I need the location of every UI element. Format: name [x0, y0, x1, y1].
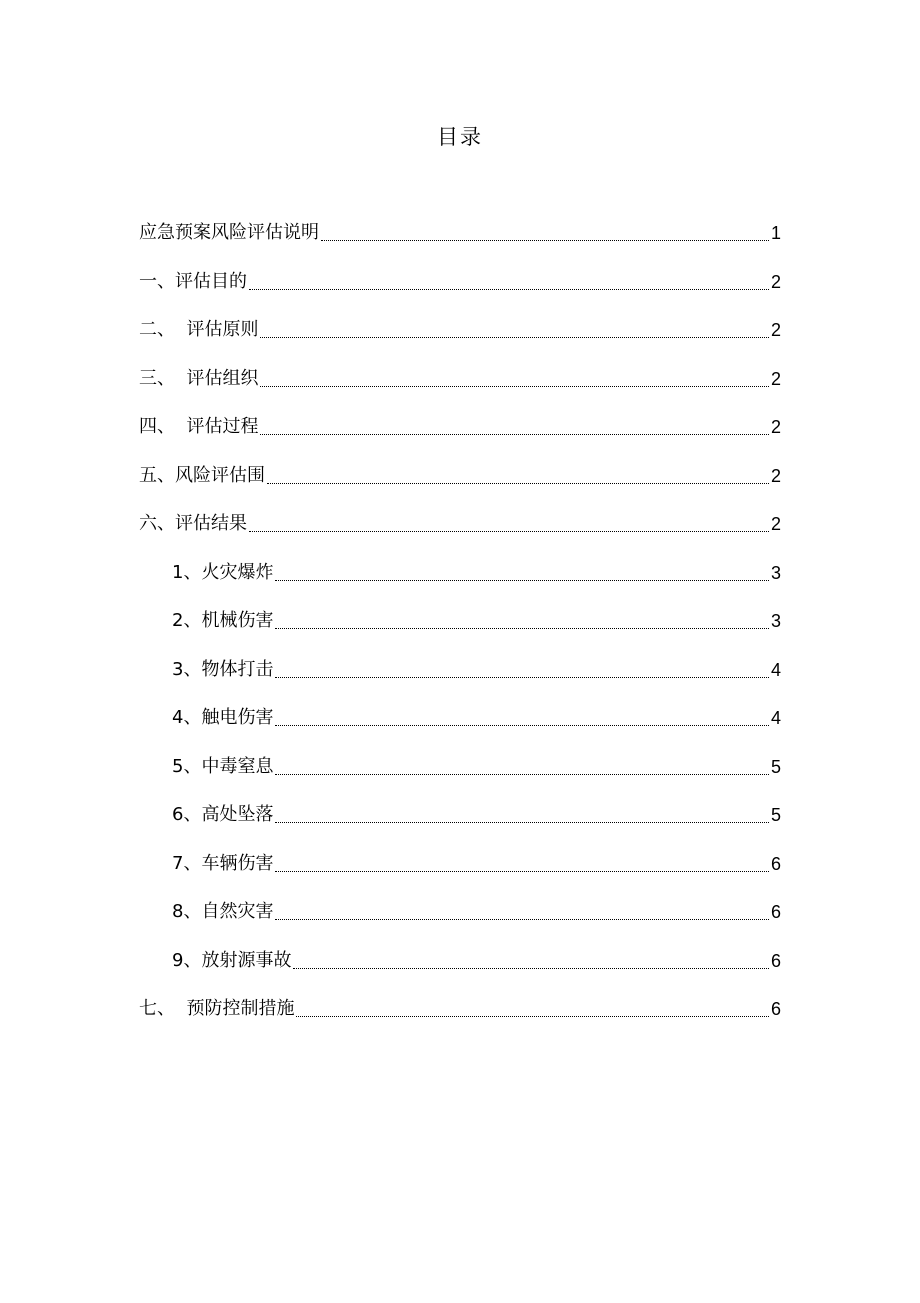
toc-entry[interactable] — [139, 461, 781, 491]
toc-page-number: 5 — [770, 756, 781, 777]
toc-dot-leader — [296, 1015, 769, 1017]
toc-page-number: 6 — [770, 853, 781, 874]
toc-entry-label: 1、火灾爆炸 — [172, 561, 274, 583]
toc-page-number: 6 — [770, 902, 781, 922]
toc-dot-leader — [275, 870, 769, 872]
toc-entry-label: 三、 评估组织 — [139, 367, 259, 389]
toc-entry[interactable] — [139, 509, 781, 539]
toc-page-number: 2 — [770, 514, 781, 534]
toc-dot-leader — [275, 821, 769, 823]
toc-dot-leader — [260, 385, 769, 387]
toc-dot-leader — [260, 336, 769, 338]
toc-entry-label: 四、 评估过程 — [139, 416, 259, 437]
toc-entry-label: 2、机械伤害 — [172, 610, 274, 631]
toc-page-number: 2 — [770, 465, 781, 486]
table-of-contents — [139, 218, 781, 1043]
toc-entry[interactable] — [139, 315, 781, 345]
toc-dot-leader — [275, 724, 769, 726]
toc-dot-leader — [275, 773, 769, 775]
toc-subentry[interactable] — [139, 703, 781, 733]
toc-entry-label: 6、高处坠落 — [172, 804, 274, 825]
toc-entry-label: 六、评估结果 — [139, 513, 247, 534]
toc-subentry[interactable] — [139, 849, 781, 879]
toc-entry-label: 7、车辆伤害 — [172, 852, 274, 874]
toc-entry-label: 4、触电伤害 — [172, 707, 274, 728]
toc-dot-leader — [267, 482, 769, 484]
toc-page-number: 5 — [770, 805, 781, 825]
toc-page-number: 6 — [770, 999, 781, 1019]
toc-dot-leader — [249, 288, 769, 290]
toc-entry[interactable] — [139, 412, 781, 442]
toc-entry-label: 9、放射源事故 — [172, 949, 292, 971]
toc-subentry[interactable] — [139, 558, 781, 588]
toc-entry-label: 8、自然灾害 — [172, 901, 274, 922]
toc-entry-label: 3、物体打击 — [172, 658, 274, 680]
toc-title: 目录 — [437, 125, 483, 149]
toc-dot-leader — [321, 239, 769, 241]
toc-dot-leader — [293, 967, 769, 969]
toc-entry-label: 一、评估目的 — [139, 270, 247, 292]
toc-dot-leader — [275, 579, 769, 581]
toc-page-number: 4 — [770, 659, 781, 680]
toc-entry-label: 应急预案风险评估说明 — [139, 222, 319, 243]
toc-page-number: 2 — [770, 320, 781, 340]
toc-page-number: 2 — [770, 271, 781, 292]
toc-subentry[interactable] — [139, 606, 781, 636]
toc-page-number: 6 — [770, 950, 781, 971]
toc-dot-leader — [275, 676, 769, 678]
toc-page-number: 3 — [770, 562, 781, 583]
toc-dot-leader — [260, 433, 769, 435]
toc-subentry[interactable] — [139, 752, 781, 782]
toc-page-number: 3 — [770, 611, 781, 631]
toc-page-number: 2 — [770, 417, 781, 437]
toc-page-number: 1 — [770, 223, 781, 243]
toc-entry[interactable] — [139, 994, 781, 1024]
toc-page-number: 2 — [770, 368, 781, 389]
toc-dot-leader — [249, 530, 769, 532]
toc-entry-label: 二、 评估原则 — [139, 319, 259, 340]
toc-entry-label: 五、风险评估围 — [139, 464, 265, 486]
toc-entry-label: 七、 预防控制措施 — [139, 998, 295, 1019]
toc-entry[interactable] — [139, 267, 781, 297]
toc-subentry[interactable] — [139, 946, 781, 976]
toc-page-number: 4 — [770, 708, 781, 728]
toc-dot-leader — [275, 918, 769, 920]
toc-subentry[interactable] — [139, 800, 781, 830]
toc-subentry[interactable] — [139, 655, 781, 685]
toc-subentry[interactable] — [139, 897, 781, 927]
toc-entry-label: 5、中毒窒息 — [172, 755, 274, 777]
toc-dot-leader — [275, 627, 769, 629]
toc-entry[interactable] — [139, 364, 781, 394]
toc-entry[interactable] — [139, 218, 781, 248]
